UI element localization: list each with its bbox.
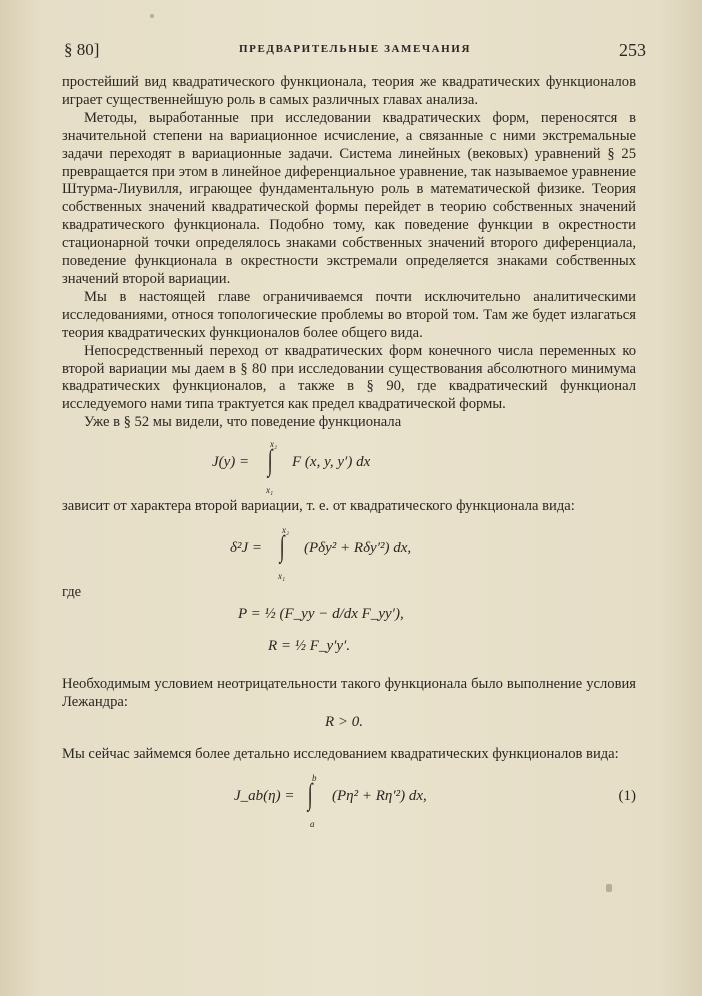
formula-r-definition	[62, 636, 636, 666]
formula-integrand: (Pη² + Rη′²) dx,	[332, 787, 427, 804]
paragraph: простейший вид квадратического функционала, теория же квадратических функционалов играет существеннейшую роль в самых различных главах анализа.	[62, 74, 636, 108]
upper-limit: b	[312, 772, 317, 783]
page-body	[62, 74, 636, 832]
integral-sign: ∫	[279, 530, 285, 564]
paragraph: Методы, выработанные при исследовании квадратических форм, переносятся в значительной степени на вариационное исчисление, а связанные с ними экстремальные задачи переходят в вариационные задачи. Система линейных (вековых) уравнений § 25 превращается при этом в линейное диференциальное уравнение, так называемое уравнение Штурма-Лиувилля, играющее фундаментальную роль в математической физике. Теория собственных значений квадратической формы перейдет в теорию собственных значений квадратического функционала. Подобно тому, как поведение функции в окрестности стационарной точки определялось знаками собственных значений второго диференциала, поведение функционала в окрестности экстремали определяется знаками собственных значений второй вариации.	[62, 109, 636, 287]
page-number: 253	[619, 40, 646, 60]
formula-text: R = ½ F_y′y′.	[268, 637, 351, 654]
formula-text: R > 0.	[325, 713, 364, 730]
equation-number: (1)	[618, 787, 636, 804]
formula-integrand: F (x, y, y′) dx	[292, 454, 371, 471]
paragraph: зависит от характера второй вариации, т. е. от квадратического функционала вида:	[62, 498, 575, 515]
formula-lhs: J(y) =	[212, 454, 250, 471]
formula-text: P = ½ (F_yy − d/dx F_yy′),	[238, 605, 404, 622]
formula-lhs: δ²J =	[230, 540, 262, 557]
lower-limit: a	[310, 818, 315, 829]
paragraph: Непосредственный переход от квадратических форм конечного числа переменных ко второй вариации мы даем в § 80 при исследовании существования абсолютного минимума квадратических функционалов, а также в § 90, где квадратический функционал исследуемого нами типа трактуется как предел квадратической формы.	[62, 342, 636, 413]
paragraph: Уже в § 52 мы видели, что поведение функционала	[84, 414, 402, 431]
formula-legendre	[62, 714, 636, 736]
upper-limit: x₂	[282, 525, 290, 536]
word-where: где	[62, 584, 82, 601]
integral-sign: ∫	[307, 777, 313, 811]
paragraph: Мы сейчас займемся более детально исследованием квадратических функционалов вида:	[62, 745, 619, 762]
running-title: ПРЕДВАРИТЕЛЬНЫЕ ЗАМЕЧАНИЯ	[238, 43, 472, 55]
formula-quadratic-functional	[62, 768, 636, 828]
formula-integrand: (Pδy² + Rδy′²) dx,	[304, 540, 412, 557]
integral-sign: ∫	[267, 444, 273, 478]
page-header	[64, 40, 646, 64]
page-speck	[150, 14, 154, 18]
section-ref: § 80]	[64, 40, 100, 59]
formula-p-definition	[62, 602, 636, 632]
lower-limit: x₁	[278, 571, 286, 582]
formula-functional	[62, 436, 636, 494]
paragraph: Мы в настоящей главе ограничиваемся почти исключительно аналитическими исследованиями, относя топологические проблемы во второй том. Там же будет излагаться теория квадратических функционалов более общего вида.	[62, 288, 636, 341]
page-speck	[606, 884, 612, 892]
formula-second-variation	[62, 520, 636, 580]
formula-lhs: J_ab(η) =	[234, 787, 295, 804]
paragraph: Необходимым условием неотрицательности такого функционала было выполнение условия Лежандра:	[62, 675, 636, 710]
lower-limit: x₁	[266, 485, 274, 496]
upper-limit: x₂	[270, 439, 278, 450]
